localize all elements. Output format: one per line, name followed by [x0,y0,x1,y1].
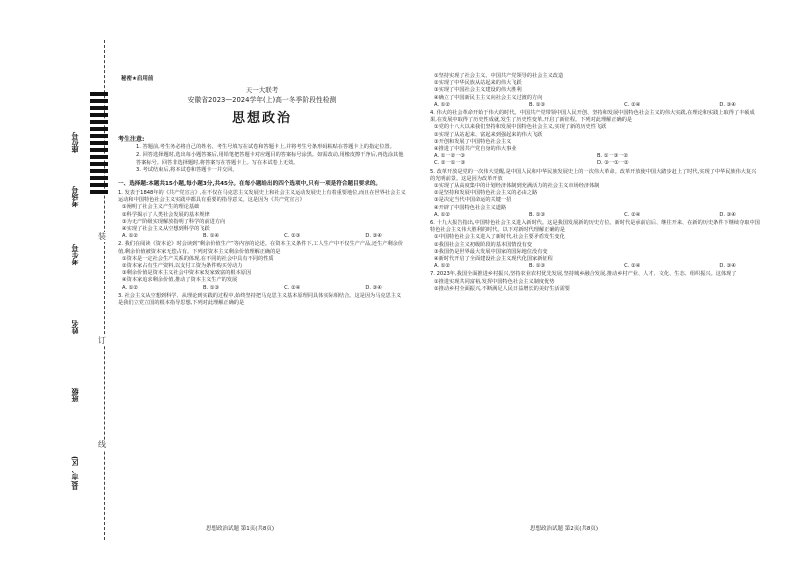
question-3-continued [430,73,760,109]
choice-c: C. ②③ [284,233,301,240]
barcode-bars [90,92,108,200]
choice-b: B. ①③ [529,211,546,218]
question-1 [118,190,406,240]
question-7 [430,271,760,293]
question-stem: 4. 伟大的社会革命开始于伟大的时代。中国共产党带领中国人民开创、坚持和发展中国特色社会主义的伟大实践,在理论和实践上取得了丰硕成果,在发展中取得了历史性成就,发生了历史性变革,开启了新征程。下列对此理解正确的是 [430,110,755,124]
choice-b: B. ①③ [529,101,546,108]
statement: ②实现了从站起来、富起来到强起来的伟大飞跃 [434,131,543,138]
binding-margin [0,0,118,562]
page-footer-left: 思想政治试题 第1页(共8页) [206,526,275,532]
statement: ②科学揭示了人类社会发展的基本规律 [122,211,210,218]
cut-word-zhuang: 装 [98,232,106,241]
answer-choices [430,263,760,270]
confidential-mark: 秘密★启用前 [121,76,154,82]
exam-room-label: 考场号 [71,186,79,207]
question-stem: 5. 改革开放是党的一次伟大觉醒,是中国人民和中华民族发展史上的一次伟大革命。改革开放使中国大踏步赶上了时代,实现了中华民族伟大复兴的光明前景。这是因为改革开放 [430,168,757,182]
statement: ④新时代开启了全面建设社会主义现代化国家新征程 [434,256,553,263]
county-field[interactable] [70,456,84,490]
candidate-number-label: 考生号 [71,244,79,265]
page-footer-right: 思想政治试题 第2页(共8页) [530,526,599,532]
choice-b: B. ①③ [529,263,546,270]
question-2 [118,241,406,291]
statement: ③开创和发展了中国特色社会主义 [434,138,512,145]
statement: ①资本是一定社会生产关系的体现,在不同的社会中具有不同的性质 [122,255,274,262]
choice-d: D. ③④ [365,284,382,291]
question-stem: 6. 十九大报告指出,中国特色社会主义进入新时代。这是我国发展新的历史方位。新时代是承前启后、继往开来、在新的历史条件下继续夺取中国特色社会主义伟大胜利的时代。以下对新时代理解正确的是 [430,220,760,234]
statement: ②推动乡村全面振兴,不断满足人民日益增长的美好生活需要 [434,285,570,292]
statement: ④确立了中国新民主主义向社会主义过渡的方向 [434,94,543,101]
statement: ①党的十八大以来我们坚持和发展中国特色社会主义,实现了新的历史性飞跃 [434,124,607,131]
cut-word-ding: 订 [98,336,106,345]
candidate-number-field[interactable] [70,244,84,265]
question-stem: 3. 社会主义从空想到科学、从理论到实践的过程中,始终坚持把马克思主义基本原理同具体实际相结合。这是因为马克思主义是我们立党立国的根本指导思想,下列对此理解正确的是 [118,292,402,307]
statement: ④推进了中国共产党自身的伟大事业 [434,146,517,153]
choice-d: D. ③④ [365,233,382,240]
question-5 [430,169,760,219]
class-label: 班级 [71,388,79,402]
choice-a: A. ①② [122,233,139,240]
statement: ④实现了社会主义从空想到科学的飞跃 [122,226,210,232]
note-item: 3. 考试结束后,将本试卷和答题卡一并交回。 [136,167,238,174]
statement: ②我国社会主义初级阶段的基本国情没有变 [434,241,533,248]
seat-number-label: 座位号 [71,132,79,153]
question-3 [118,293,406,307]
cut-word-xian: 线 [98,440,106,449]
name-field[interactable] [70,320,84,334]
question-stem: 1. 发表于1848年的《共产党宣言》,在不仅在马克思主义发展史上和社会主义运动发展史上有着重要地位,而且在世界社会主义运动和中国特色社会主义实践中都具有重要的指导意义。这是因为《共产党宣言》 [118,189,406,204]
choice-a: A. ①② [434,101,451,108]
choice-d: D. ③④ [719,101,736,108]
statement: ①实现了从高度集中的计划经济体制到充满活力的社会主义市场经济体制 [434,183,600,190]
answer-choices [118,233,406,240]
choice-b: B. ①④ [203,233,220,240]
question-6 [430,220,760,270]
answer-choices [430,153,760,167]
statement: ③是决定当代中国命运的关键一招 [434,197,512,204]
statement: ②实现了中华民族从站起来的伟大飞跃 [434,80,522,87]
statement: ③为无产阶级实现解放指明了科学的前进方向 [122,218,226,225]
choice-b: B. ①一③一② [597,153,629,160]
choice-d: D. ③④ [719,263,736,270]
subject-title: 思想政治 [231,111,292,126]
choice-a: A. ①② [122,284,139,291]
choice-d: D. ③④ [719,211,736,218]
answer-choices [430,102,760,109]
question-stem: 7. 2023年,我国全面推进乡村振兴,坚持农业农村优先发展,坚持城乡融合发展,推动乡村产业、人才、文化、生态、组织振兴。这体现了 [430,271,737,278]
name-label: 姓名 [71,320,79,334]
statement: ①坚持实现了社会主义、中国共产党领导的社会主义改造 [434,73,564,79]
class-field[interactable] [70,388,84,402]
choice-c: C. ②④ [284,284,301,291]
choice-d: D. ③一①一② [597,160,629,167]
statement: ③我国仍是世界最大发展中国家的国际地位没有变 [434,248,548,255]
question-stem: 2. 我们在阅读《资本论》时会读到“剩余价值生产”等内容的论述。在资本主义条件下,工人生产中不仅生产产品,还生产剩余价值,剩余价值被资本家无偿占有。下列对资本主义剩余价值理解正确的是 [118,241,404,255]
choice-c: C. ②④ [624,211,641,218]
note-item: 1. 答题前,考生务必将自己的姓名、考生号填写在试卷和答题卡上,并将考生号条形码粘贴在答题卡上的指定位置。 [136,144,395,150]
right-column [430,72,760,293]
statement: ②是坚持和发展中国特色社会主义的必由之路 [434,190,538,197]
choice-b: B. ①③ [203,284,220,291]
exam-room-field[interactable] [70,186,84,207]
statement: ①中国特色社会主义进入了新时代,社会主要矛盾发生变化 [434,234,565,241]
section-heading: 一、选择题:本题共15小题,每小题3分,共45分。在每小题给出的四个选项中,只有一项是符合题目要求的。 [118,181,382,188]
statement: ③剩余价值是资本主义社会中资本家发家致富的根本原因 [122,270,252,277]
seat-number-field[interactable] [70,132,84,153]
statement: ①阐明了社会主义产生的理论基础 [122,204,200,211]
left-column [118,70,406,307]
statement: ②资本家占有生产资料,以支付工资为条件购买劳动力 [122,263,243,270]
notes-title: 考生注意: [118,136,145,143]
statement: ④资本家追求剩余价值,推动了资本主义生产的发展 [122,277,238,284]
statement: ④开辟了中国特色社会主义道路 [434,204,507,211]
choice-c: C. ②④ [624,101,641,108]
answer-choices [118,285,406,292]
choice-a: A. ①一②一③ [434,153,466,160]
answer-choices [430,212,760,219]
choice-a: A. ①② [434,211,451,218]
statement: ①推进实现共同富裕,发挥中国特色社会主义制度优势 [434,278,555,285]
question-4 [430,110,760,168]
county-label: 县(市、区) [71,456,79,491]
alliance-name: 天一大联考 [245,86,279,94]
choice-a: A. ①② [434,263,451,270]
note-item: 2. 回答选择题时,选出每小题答案后,用铅笔把答题卡对应题目的答案标号涂黑。如需改动,用橡皮擦干净后,再选涂其他答案标号。回答非选择题时,将答案写在答题卡上。写在本试卷上无效。 [136,151,404,166]
exam-name: 安徽省2023—2024学年(上)高一冬季阶段性检测 [187,96,337,104]
choice-c: C. ②一①一③ [434,160,466,167]
choice-c: C. ②④ [624,263,641,270]
statement: ③实现了中国社会主义建设的伟大胜利 [434,87,522,94]
